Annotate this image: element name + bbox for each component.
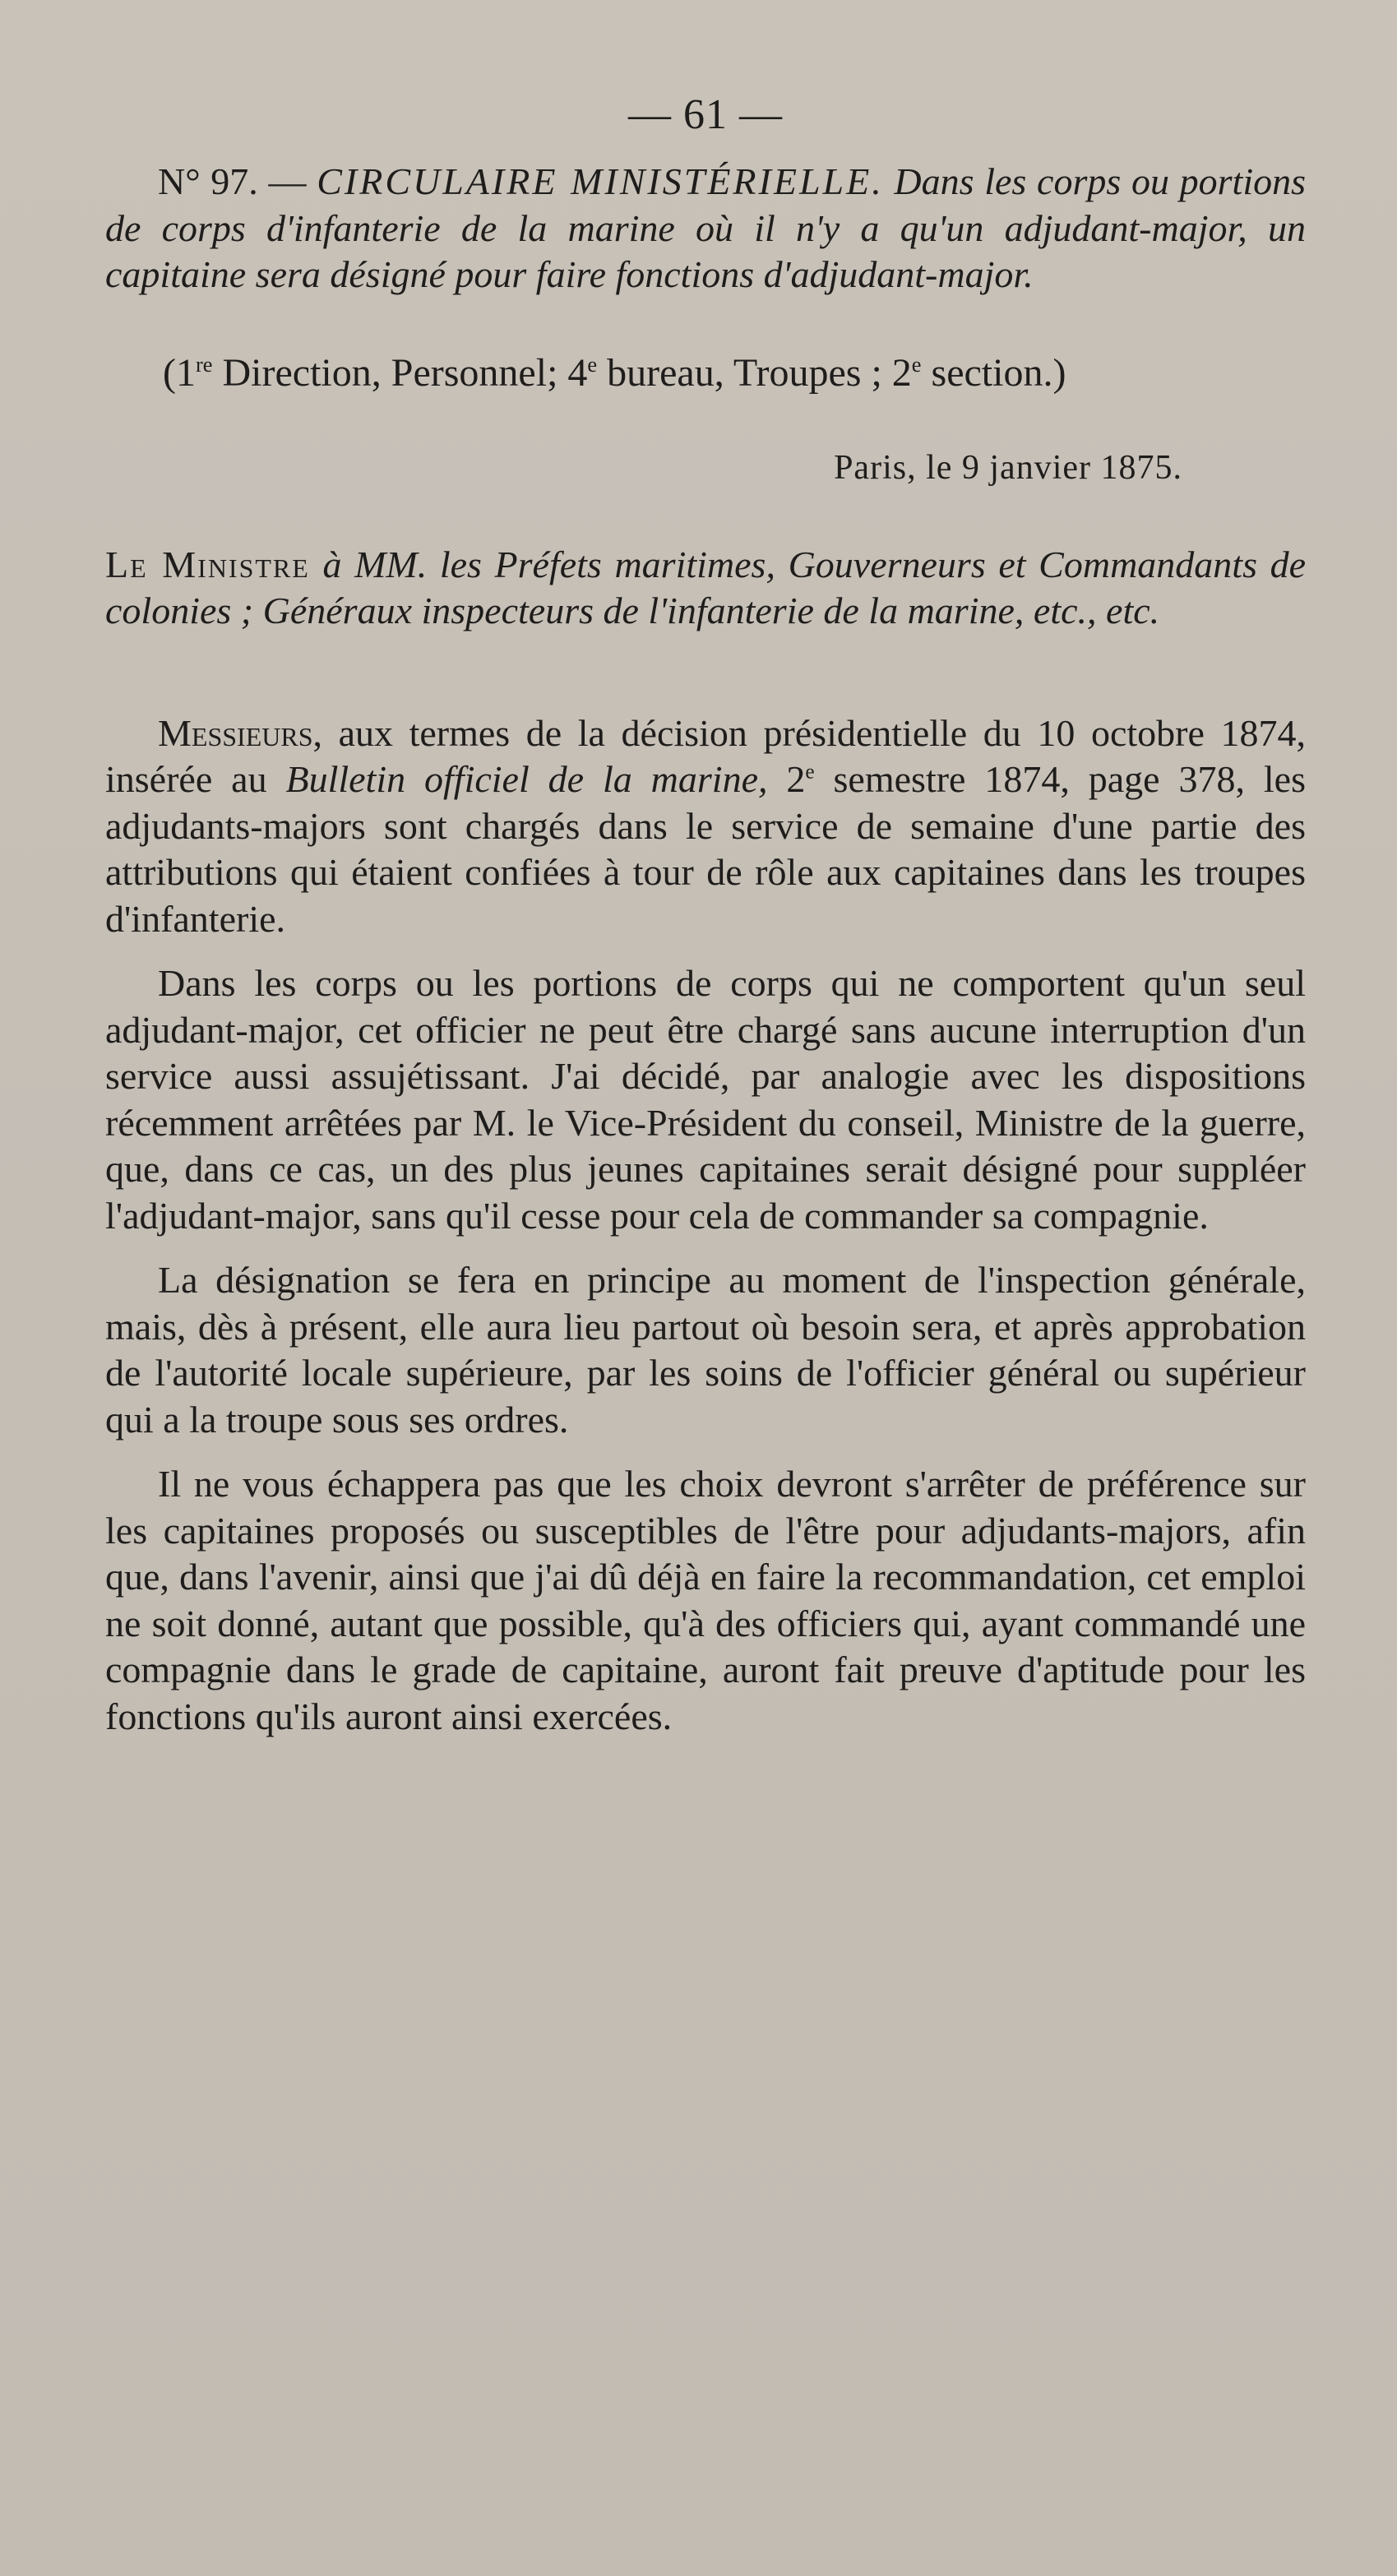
direction-sup-2: e bbox=[587, 351, 598, 377]
circular-heading bbox=[105, 159, 1306, 298]
date-line: Paris, le 9 janvier 1875. bbox=[834, 448, 1182, 487]
address-sender: Le Ministre bbox=[105, 543, 310, 585]
body-paragraph-1-sup: e bbox=[805, 760, 815, 784]
circular-description: Dans les corps ou portions de corps d'infanterie de la marine où il n'y a qu'un adjudant-major, un capitaine sera désigné pour faire fonctions d'adjudant-major. bbox=[105, 160, 1307, 295]
direction-sup-1: re bbox=[195, 351, 213, 377]
direction-open: (1 bbox=[163, 350, 196, 395]
body-paragraph-1-part-a: aux termes de la décision présidentielle du 10 octobre 1874, insérée au bbox=[105, 711, 1306, 800]
direction-part-3: section.) bbox=[921, 350, 1066, 395]
circular-number: N° 97. — bbox=[158, 160, 317, 202]
body-paragraph-1-part-c: semestre 1874, page 378, les adjudants-majors sont chargés dans le service de semaine d'une partie des attributions qui étaient confiées à tour de rôle aux capitaines dans les troupes d'infanterie. bbox=[105, 758, 1307, 940]
salutation: Messieurs, bbox=[158, 711, 322, 754]
bulletin-title: Bulletin officiel de la marine, bbox=[285, 758, 768, 800]
body-paragraph-3: La désignation se fera en principe au moment de l'inspection générale, mais, dès à présent, elle aura lieu partout où besoin sera, et après approbation de l'autorité locale supérieure, par les soins de l'officier général ou supérieur qui a la troupe sous ses ordres. bbox=[105, 1259, 1306, 1441]
body-paragraph-4: Il ne vous échappera pas que les choix devront s'arrêter de préférence sur les capitaines proposés ou susceptibles de l'être pour adjudants-majors, afin que, dans l'avenir, ainsi que j'ai dû déjà en faire la recommandation, cet emploi ne soit donné, autant que possible, qu'à des officiers qui, ayant commandé une compagnie dans le grade de capitaine, auront fait preuve d'aptitude pour les fonctions qu'ils auront ainsi exercées. bbox=[105, 1463, 1306, 1737]
page-content bbox=[105, 90, 1306, 1740]
address-line bbox=[105, 542, 1306, 635]
body-paragraph-1-part-b: 2 bbox=[767, 758, 806, 800]
direction-line bbox=[105, 349, 1306, 397]
body-paragraph-1 bbox=[105, 710, 1306, 943]
page-number: — 61 — bbox=[628, 91, 783, 138]
direction-part-1: Direction, Personnel; 4 bbox=[212, 350, 588, 395]
direction-sup-3: e bbox=[911, 351, 922, 377]
body-paragraph-2: Dans les corps ou les portions de corps qui ne comportent qu'un seul adjudant-major, cet officier ne peut être chargé sans aucune interruption d'un service aussi assujétissant. J'ai décidé, par analogie avec les dispositions récemment arrêtées par M. le Vice-Président du conseil, Ministre de la guerre, que, dans ce cas, un des plus jeunes capitaines serait désigné pour suppléer l'adjudant-major, sans qu'il cesse pour cela de commander sa compagnie. bbox=[105, 962, 1306, 1237]
address-connector: à bbox=[309, 543, 355, 585]
direction-part-2: bureau, Troupes ; 2 bbox=[597, 350, 912, 395]
address-recipients: MM. les Préfets maritimes, Gouverneurs et Commandants de colonies ; Généraux inspecteurs de l'infanterie de la marine, etc., etc. bbox=[105, 543, 1307, 631]
circular-title: CIRCULAIRE MINISTÉRIELLE. bbox=[317, 160, 884, 202]
